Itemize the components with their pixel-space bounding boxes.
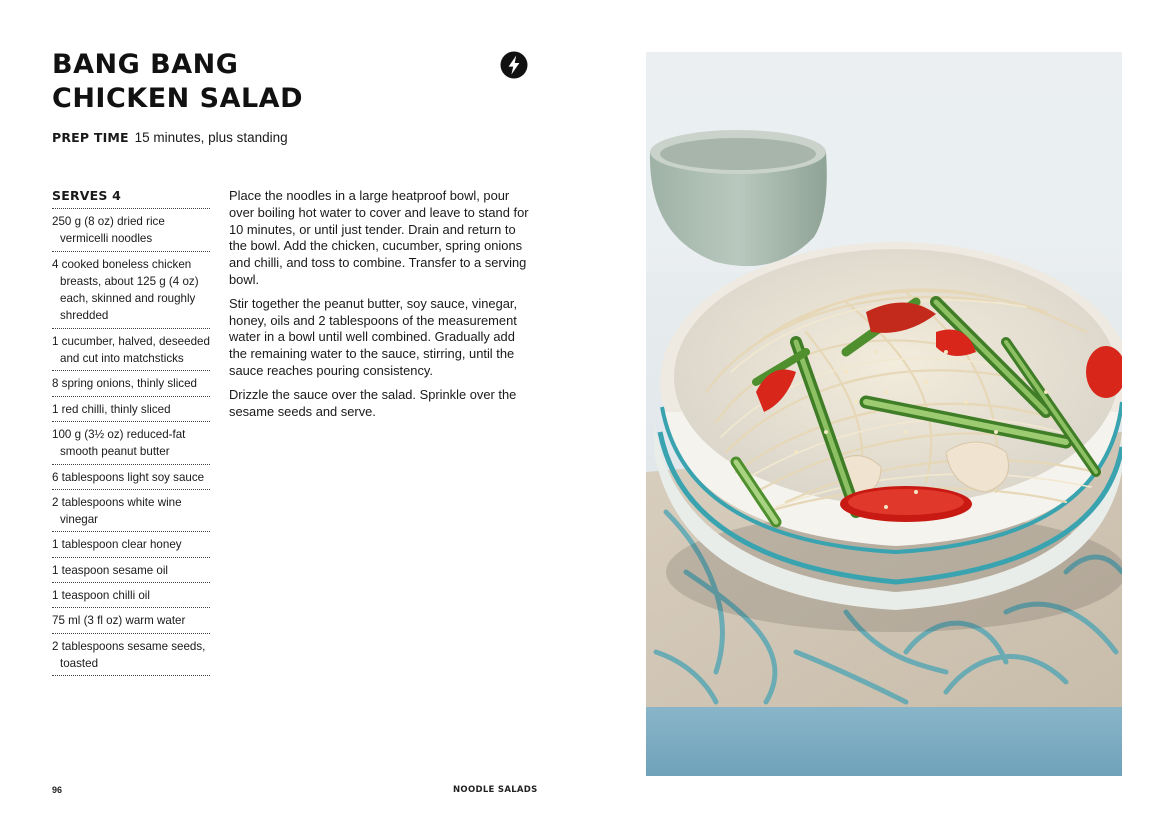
ingredient-list — [52, 208, 210, 676]
ingredient-item: 1 teaspoon chilli oil — [52, 582, 210, 607]
page-number: 96 — [52, 785, 63, 795]
lightning-bolt-icon — [500, 51, 528, 79]
recipe-title — [52, 48, 303, 116]
ingredient-item: 250 g (8 oz) dried rice vermicelli noodles — [52, 208, 210, 251]
method-step: Place the noodles in a large heatproof bowl, pour over boiling hot water to cover and leave to stand for 10 minutes, or until just tender. Drain and return to the bowl. Add the chicken, cucumber, spring onions and chilli, and toss to combine. Transfer to a serving bowl. — [229, 188, 529, 287]
ingredient-item: 1 tablespoon clear honey — [52, 531, 210, 556]
ingredient-item: 2 tablespoons sesame seeds, toasted — [52, 633, 210, 677]
ingredient-item: 1 red chilli, thinly sliced — [52, 396, 210, 421]
ingredient-item: 100 g (3½ oz) reduced-fat smooth peanut butter — [52, 421, 210, 464]
recipe-title-line-2: CHICKEN SALAD — [52, 83, 303, 114]
serves-label: SERVES 4 — [52, 188, 122, 203]
ingredient-item: 2 tablespoons white wine vinegar — [52, 489, 210, 532]
ingredient-item: 8 spring onions, thinly sliced — [52, 370, 210, 395]
ingredient-item: 1 teaspoon sesame oil — [52, 557, 210, 582]
ingredient-item: 75 ml (3 fl oz) warm water — [52, 607, 210, 632]
section-title: NOODLE SALADS — [453, 785, 538, 795]
method-step: Drizzle the sauce over the salad. Sprinkle over the sesame seeds and serve. — [229, 386, 517, 419]
prep-time-value: 15 minutes, plus standing — [134, 130, 288, 145]
ingredient-item: 6 tablespoons light soy sauce — [52, 464, 210, 489]
method-step: Stir together the peanut butter, soy sauce, vinegar, honey, oils and 2 tablespoons of the measurement water in a bowl until well combined. Gradually add the remaining water to the sauce, stirring, until the sauce reaches pouring consistency. — [229, 295, 518, 378]
salad-bowl-illustration — [646, 52, 1122, 776]
prep-time — [52, 130, 288, 145]
recipe-title-line-1: BANG BANG — [52, 49, 239, 80]
prep-time-label: PREP TIME — [52, 130, 129, 145]
method-text — [229, 188, 529, 427]
recipe-photo — [646, 52, 1122, 776]
ingredient-item: 1 cucumber, halved, deseeded and cut into matchsticks — [52, 328, 210, 371]
ingredient-item: 4 cooked boneless chicken breasts, about 125 g (4 oz) each, skinned and roughly shredded — [52, 251, 210, 328]
